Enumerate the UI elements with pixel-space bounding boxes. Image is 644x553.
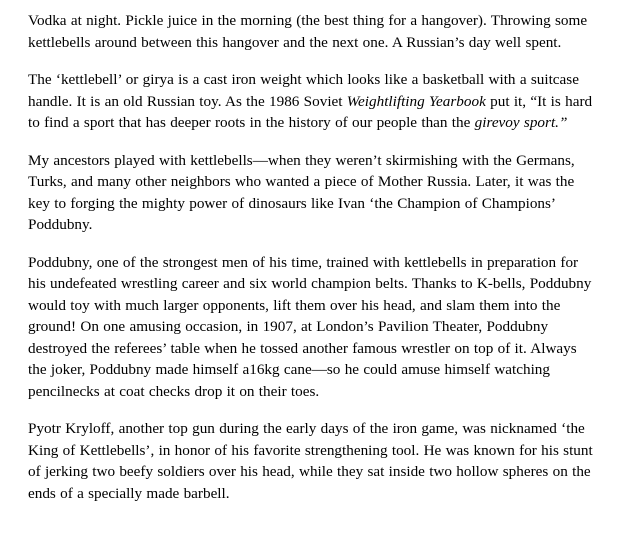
text-run-italic-title: Weightlifting Yearbook [346,92,486,110]
paragraph-5 [28,418,598,504]
text-run: Vodka at night. Pickle juice in the morning (the best thing for a hangover). Throwing some kettlebells around between this hangover and the next one. A Russian’s day well spent. [28,12,588,51]
paragraph-4 [28,252,598,403]
text-run: Poddubny, one of the strongest men of his time, trained with kettlebells in preparation for his undefeated wrestling career and six world champion belts. Thanks to K-bells, Poddubny would toy with much larger opponents, lift them over his head, and slam them into the ground! On one amusing occasion, in 1907, at London’s Pavilion Theater, Poddubny destroyed the referees’ table when he tossed another famous wrestler on top of it. Always the joker, Poddubny made himself a16kg cane—so he could amuse himself watching pencilnecks at coat checks drop it on their toes. [28,253,592,400]
paragraph-2 [28,69,598,134]
text-run-italic-term: girevoy sport.” [474,114,568,131]
text-run: My ancestors played with kettlebells—when they weren’t skirmishing with the Germans, Turks, and many other neighbors who wanted a piece of Mother Russia. Later, it was the key to forging the mighty power of dinosaurs like Ivan ‘the Champion of Champions’ Poddubny. [28,151,575,233]
paragraph-1 [28,10,598,53]
text-run: The ‘kettlebell’ or girya is a cast iron weight which looks like a basketball with a suitcase handle. It is an old Russian toy. As the 1986 Soviet [28,71,579,110]
text-run: put it, “It is hard to find a sport that has deeper roots in the history of our people than the [28,92,593,131]
text-run: Pyotr Kryloff, another top gun during the early days of the iron game, was nicknamed ‘the King of Kettlebells’, in honor of his favorite strengthening tool. He was known for his stunt of jerking two beefy soldiers over his head, while they sat inside two hollow spheres on the ends of a specially made barbell. [28,420,593,502]
paragraph-3 [28,150,598,236]
